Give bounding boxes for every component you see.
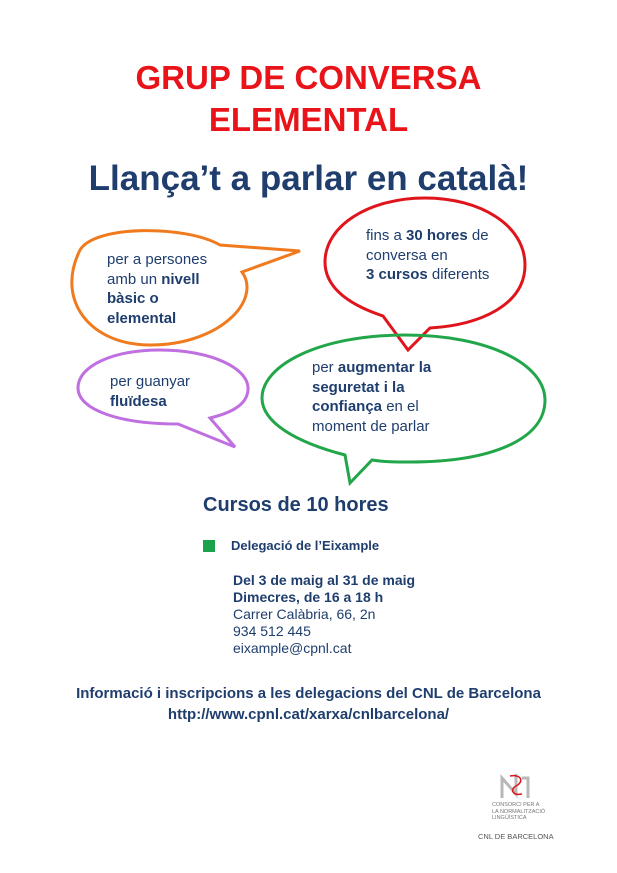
page-title-line1: GRUP DE CONVERSA (135, 59, 482, 96)
cnl-logo (478, 772, 558, 841)
logo-line2: LA NORMALITZACIÓ (492, 808, 546, 815)
course-address: Carrer Calàbria, 66, 2n (233, 606, 376, 622)
cnl-logo-icon (496, 772, 532, 800)
courses-subheading: Cursos de 10 hores (203, 494, 389, 516)
course-phone: 934 512 445 (233, 623, 311, 639)
slogan: Llança’t a parlar en català! (88, 159, 529, 198)
red-bubble-text: fins a 30 hores de conversa en 3 cursos diferents (366, 227, 490, 283)
info-line: Informació i inscripcions a les delegacions del CNL de Barcelona (76, 685, 541, 702)
logo-line3: LINGÜÍSTICA (492, 815, 527, 821)
logo-line1: CONSORCI PER A (492, 802, 540, 808)
purple-bubble-text: per guanyar fluïdesa (110, 373, 191, 410)
delegation-name: Delegació de l’Eixample (231, 538, 380, 553)
logo-name: CNL DE BARCELONA (478, 831, 554, 841)
page-title-line2: ELEMENTAL (208, 101, 409, 138)
green-square-bullet (203, 540, 215, 552)
website-link[interactable]: http://www.cpnl.cat/xarxa/cnlbarcelona/ (167, 706, 450, 723)
orange-bubble-text: per a persones amb un nivell bàsic o elemental (107, 251, 208, 327)
course-dates: Del 3 de maig al 31 de maig (233, 572, 416, 588)
course-schedule: Dimecres, de 16 a 18 h (233, 589, 384, 605)
green-bubble-text: per augmentar la seguretat i la confiança en el moment de parlar (312, 359, 432, 435)
course-email[interactable]: eixample@cpnl.cat (233, 640, 352, 656)
